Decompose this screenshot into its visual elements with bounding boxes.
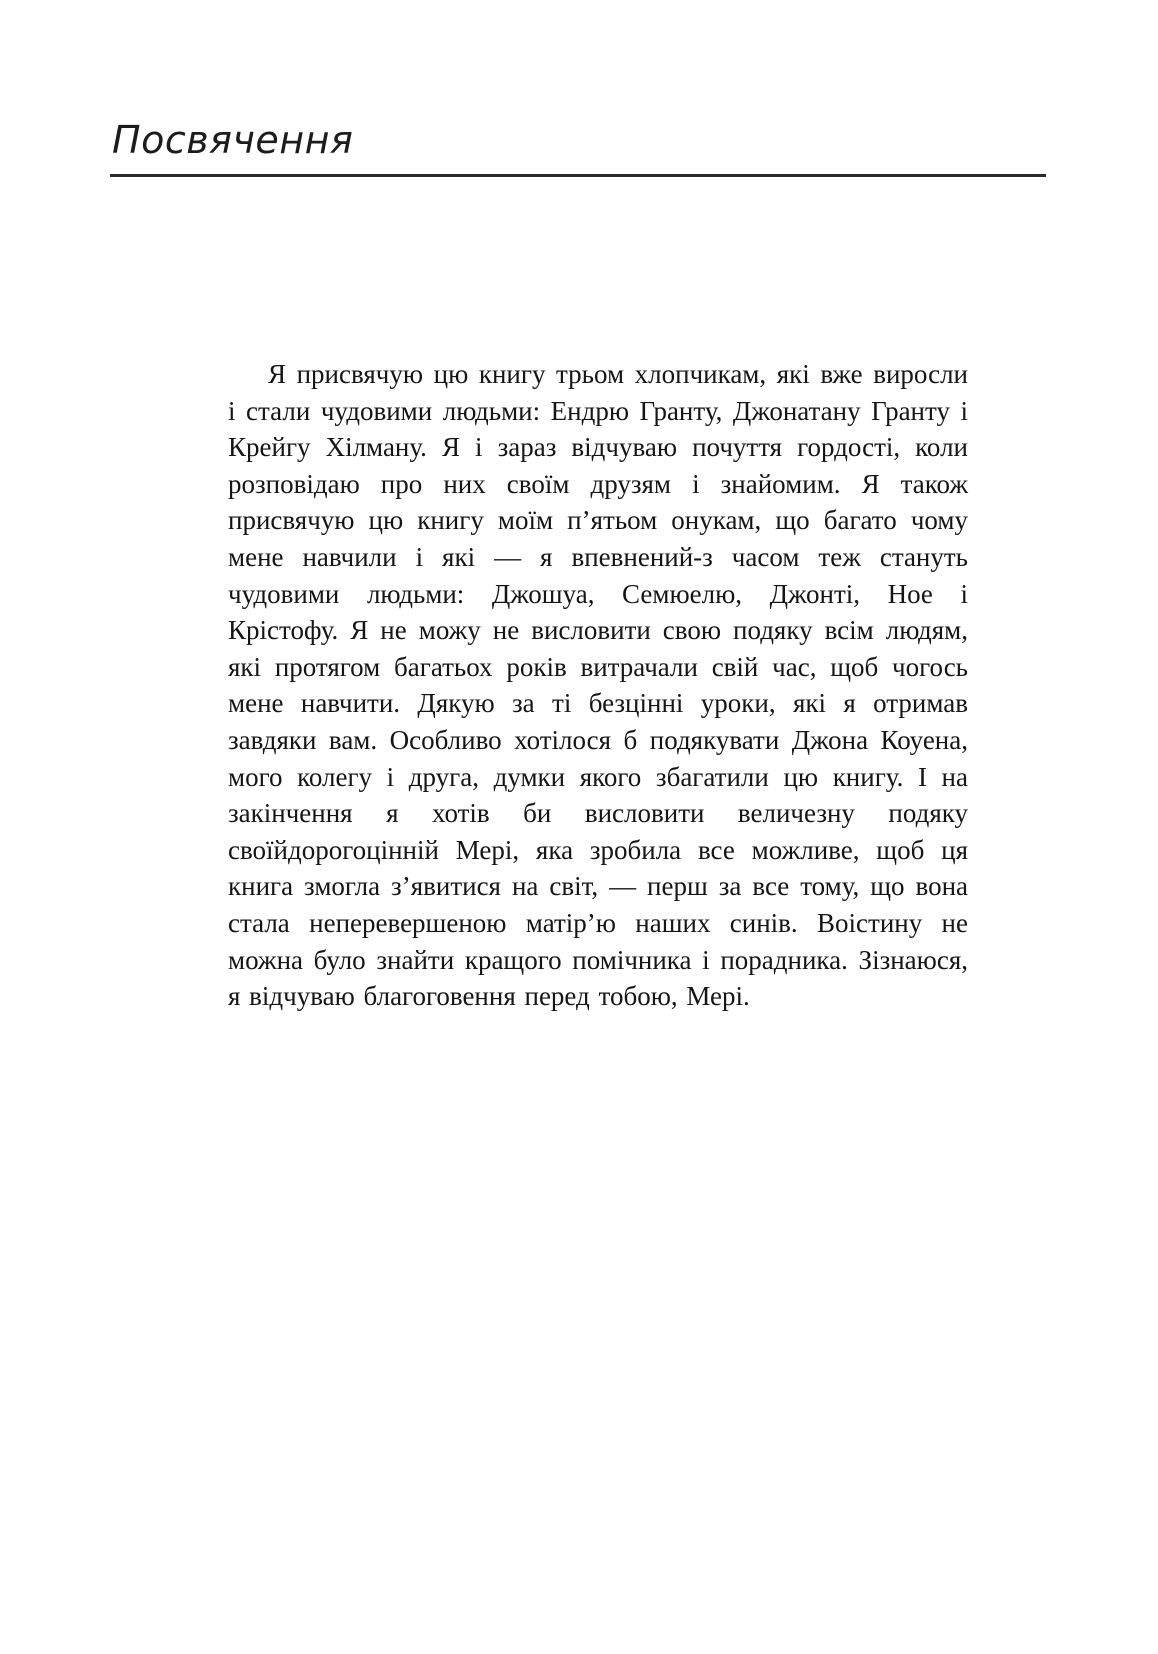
chapter-title: Посвячення [112,118,354,162]
title-divider [110,174,1046,177]
dedication-text-block [228,356,968,1015]
dedication-paragraph: Я присвячую цю книгу трьом хлопчикам, які вже виросли і стали чудовими людьми: Ендрю Гранту, Джонатану Гранту і Крейгу Хілману. Я і зараз відчуваю почуття гордості, коли розповідаю про них своїм друзям і знайомим. Я також присвячую цю книгу моїм п’ятьом онукам, що багато чому мене навчили і які — я впевнений-з часом теж стануть чудовими людьми: Джошуа, Семюелю, Джонті, Ное і Крістофу. Я не можу не висловити свою подяку всім людям, які протягом багатьох років витрачали свій час, щоб чогось мене навчити. Дякую за ті безцінні уроки, які я отримав завдяки вам. Особливо хотілося б подякувати Джона Коуена, мого колегу і друга, думки якого збагатили цю книгу. І на закінчення я хотів би висловити величезну подяку своїйдорогоцінній Мері, яка зробила все можливе, щоб ця книга змогла з’явитися на світ, — перш за все тому, що вона стала неперевершеною матір’ю наших синів. Воістину не можна було знайти кращого помічника і порадника. Зізнаюся, я відчуваю благоговення перед тобою, Мері. [228,359,968,1012]
